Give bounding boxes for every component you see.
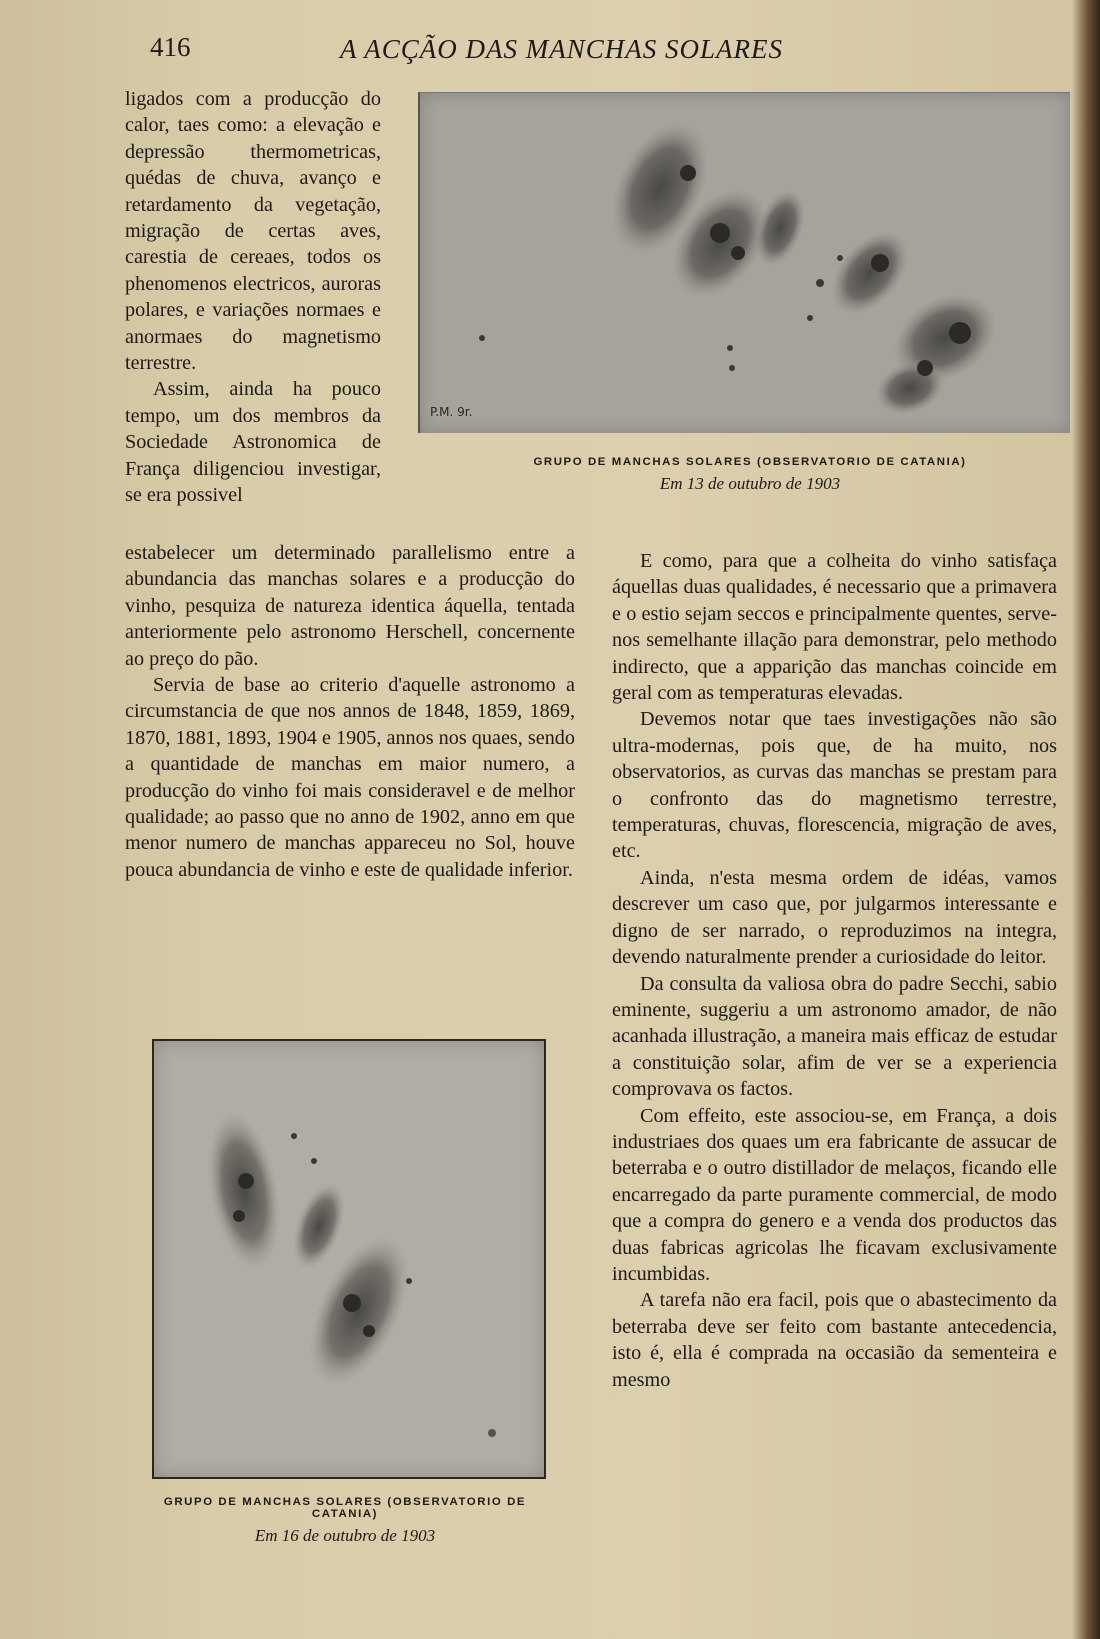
sunspot-illustration-top [420,93,1070,433]
paragraph: Servia de base ao criterio d'aquelle astronomo a circumstancia de que nos annos de 1848, 1859, 1869, 1870, 1881, 1893, 1904 e 1905, annos nos quaes, sendo a quantidade de manchas em maior numero, a producção do vinho foi mais consideravel e de melhor qualidade; ao passo que no anno de 1902, anno em que menor numero de manchas appareceu no Sol, houve pouca abundancia de vinho e este de qualidade inferior. [125,674,575,881]
caption-date: Em 13 de outubro de 1903 [659,474,841,493]
sunspot-illustration-bottom [154,1041,540,1473]
caption-date: Em 16 de outubro de 1903 [254,1526,436,1545]
page-header [0,30,1100,70]
text-column-left-narrow [125,86,381,509]
paragraph: estabelecer um determinado parallelismo entre a abundancia das manchas solares e a producção do vinho, pesquiza de natureza identica áquella, tentada anteriormente pelo astronomo Herschell, concernente ao preço do pão. [125,542,575,670]
paragraph: Devemos notar que taes investigações não são ultra-modernas, pois que, de ha muito, nos observatorios, as curvas das manchas se prestam para o confronto das do magnetismo terrestre, temperaturas, chuvas, florescencia, migração de aves, etc. [612,708,1057,863]
caption-title: GRUPO DE MANCHAS SOLARES (OBSERVATORIO DE CATANIA) [163,1496,527,1520]
sunspot-group-top [479,107,1013,424]
paragraph: E como, para que a colheita do vinho satisfaça áquellas duas qualidades, é necessario que a primavera e o estio sejam seccos e principalmente quentes, serve-nos semelhante illação para demonstrar, pelo methodo indirecto, que a apparição das manchas coincide em geral com as temperaturas elevadas. [612,550,1057,705]
engraver-signature: P.M. 9r. [430,405,473,419]
sunspot-group-bottom [197,1106,496,1437]
paragraph: Com effeito, este associou-se, em França, a dois industriaes dos quaes um era fabricante de assucar de beterraba e o outro distillador de melaços, ficando elle encarregado da parte puramente commercial, de modo que a compra do genero e a venda dos productos das duas fabricas agricolas lhe ficavam exclusivamente incumbidas. [612,1104,1057,1285]
paragraph: A tarefa não era facil, pois que o abastecimento da beterraba deve ser feito com bastante antecedencia, isto é, ella é comprada na occasião da sementeira e mesmo [612,1289,1057,1391]
figure-caption-top [505,456,995,494]
sunspot-photo-oct-13 [418,92,1070,433]
paragraph: ligados com a producção do calor, taes como: a elevação e depressão thermometricas, quédas de chuva, avanço e retardamento da vegetação, migração de certas aves, carestia de cereaes, todos os phenomenos electricos, auroras polares, e variações normaes e anormaes do magnetismo terrestre. [125,88,381,375]
text-column-left-wide [125,540,575,883]
running-title: A ACÇÃO DAS MANCHAS SOLARES [340,34,783,64]
caption-title: GRUPO DE MANCHAS SOLARES (OBSERVATORIO DE CATANIA) [533,456,967,468]
page-number: 416 [150,32,191,62]
figure-caption-bottom [130,1496,560,1546]
sunspot-photo-oct-16 [152,1039,546,1479]
book-spine-shadow [1072,0,1100,1639]
paragraph: Ainda, n'esta mesma ordem de idéas, vamos descrever um caso que, por julgarmos interessante e digno de ser narrado, o reproduzimos na integra, devendo naturalmente prender a curiosidade do leitor. [612,866,1057,969]
paragraph: Da consulta da valiosa obra do padre Secchi, sabio eminente, suggeriu a um astronomo amador, de não acanhada illustração, a maneira mais efficaz de estudar a constituição solar, afim de ver se a experiencia comprovava os factos. [612,972,1057,1101]
text-column-right [612,548,1057,1393]
paragraph: Assim, ainda ha pouco tempo, um dos membros da Sociedade Astronomica de França diligenciou investigar, se era possivel [125,378,381,507]
